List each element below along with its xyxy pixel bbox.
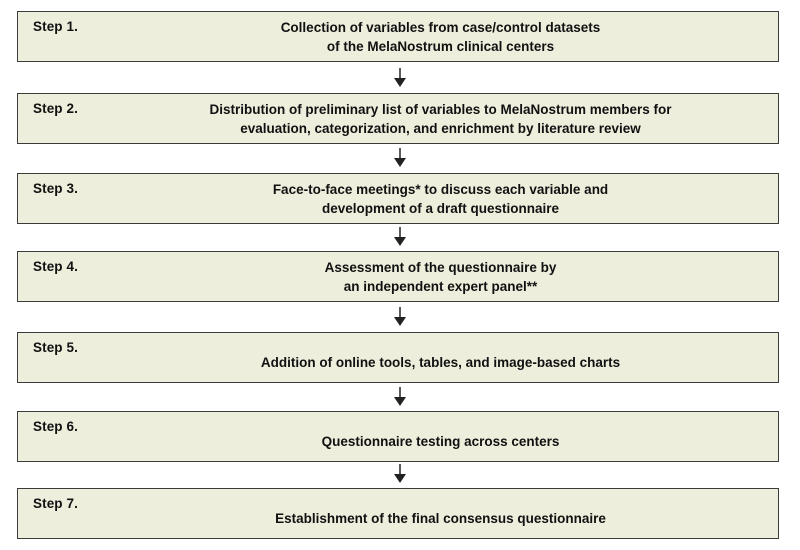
step-1-text: [113, 17, 768, 56]
step-3-label: Step 3.: [33, 181, 78, 196]
arrow-down-icon: [391, 464, 409, 484]
step-4-line-2: an independent expert panel**: [343, 278, 538, 294]
step-5-label: Step 5.: [33, 340, 78, 355]
step-7-text: [113, 494, 768, 533]
step-6-box: [17, 411, 779, 462]
step-2-text: [113, 99, 768, 138]
arrow-down-icon: [391, 68, 409, 88]
arrow-down-icon: [391, 307, 409, 327]
step-2-line-2: evaluation, categorization, and enrichment by literature review: [240, 120, 641, 136]
step-1-label: Step 1.: [33, 19, 78, 34]
step-1-line-2: of the MelaNostrum clinical centers: [326, 38, 555, 54]
step-7-box: [17, 488, 779, 539]
step-3-text: [113, 179, 768, 218]
step-5-box: [17, 332, 779, 383]
step-5-line-1: Addition of online tools, tables, and image-based charts: [260, 355, 621, 370]
step-3-line-2: development of a draft questionnaire: [321, 200, 560, 216]
step-2-label: Step 2.: [33, 101, 78, 116]
step-1-box: [17, 11, 779, 62]
arrow-down-icon: [391, 148, 409, 168]
step-2-box: [17, 93, 779, 144]
step-2-line-1: Distribution of preliminary list of variables to MelaNostrum members for: [209, 101, 672, 117]
step-4-line-1: Assessment of the questionnaire by: [324, 259, 557, 275]
step-5-text: [113, 338, 768, 377]
arrow-down-icon: [391, 227, 409, 247]
step-6-label: Step 6.: [33, 419, 78, 434]
arrow-down-icon: [391, 387, 409, 407]
step-3-box: [17, 173, 779, 224]
step-7-line-1: Establishment of the final consensus questionnaire: [275, 511, 606, 526]
step-6-line-1: Questionnaire testing across centers: [321, 434, 560, 449]
step-3-line-1: Face-to-face meetings* to discuss each variable and: [272, 181, 609, 197]
step-1-line-1: Collection of variables from case/control datasets: [280, 19, 601, 35]
step-4-box: [17, 251, 779, 302]
step-6-text: [113, 417, 768, 456]
step-4-text: [113, 257, 768, 296]
step-7-label: Step 7.: [33, 496, 78, 511]
step-4-label: Step 4.: [33, 259, 78, 274]
